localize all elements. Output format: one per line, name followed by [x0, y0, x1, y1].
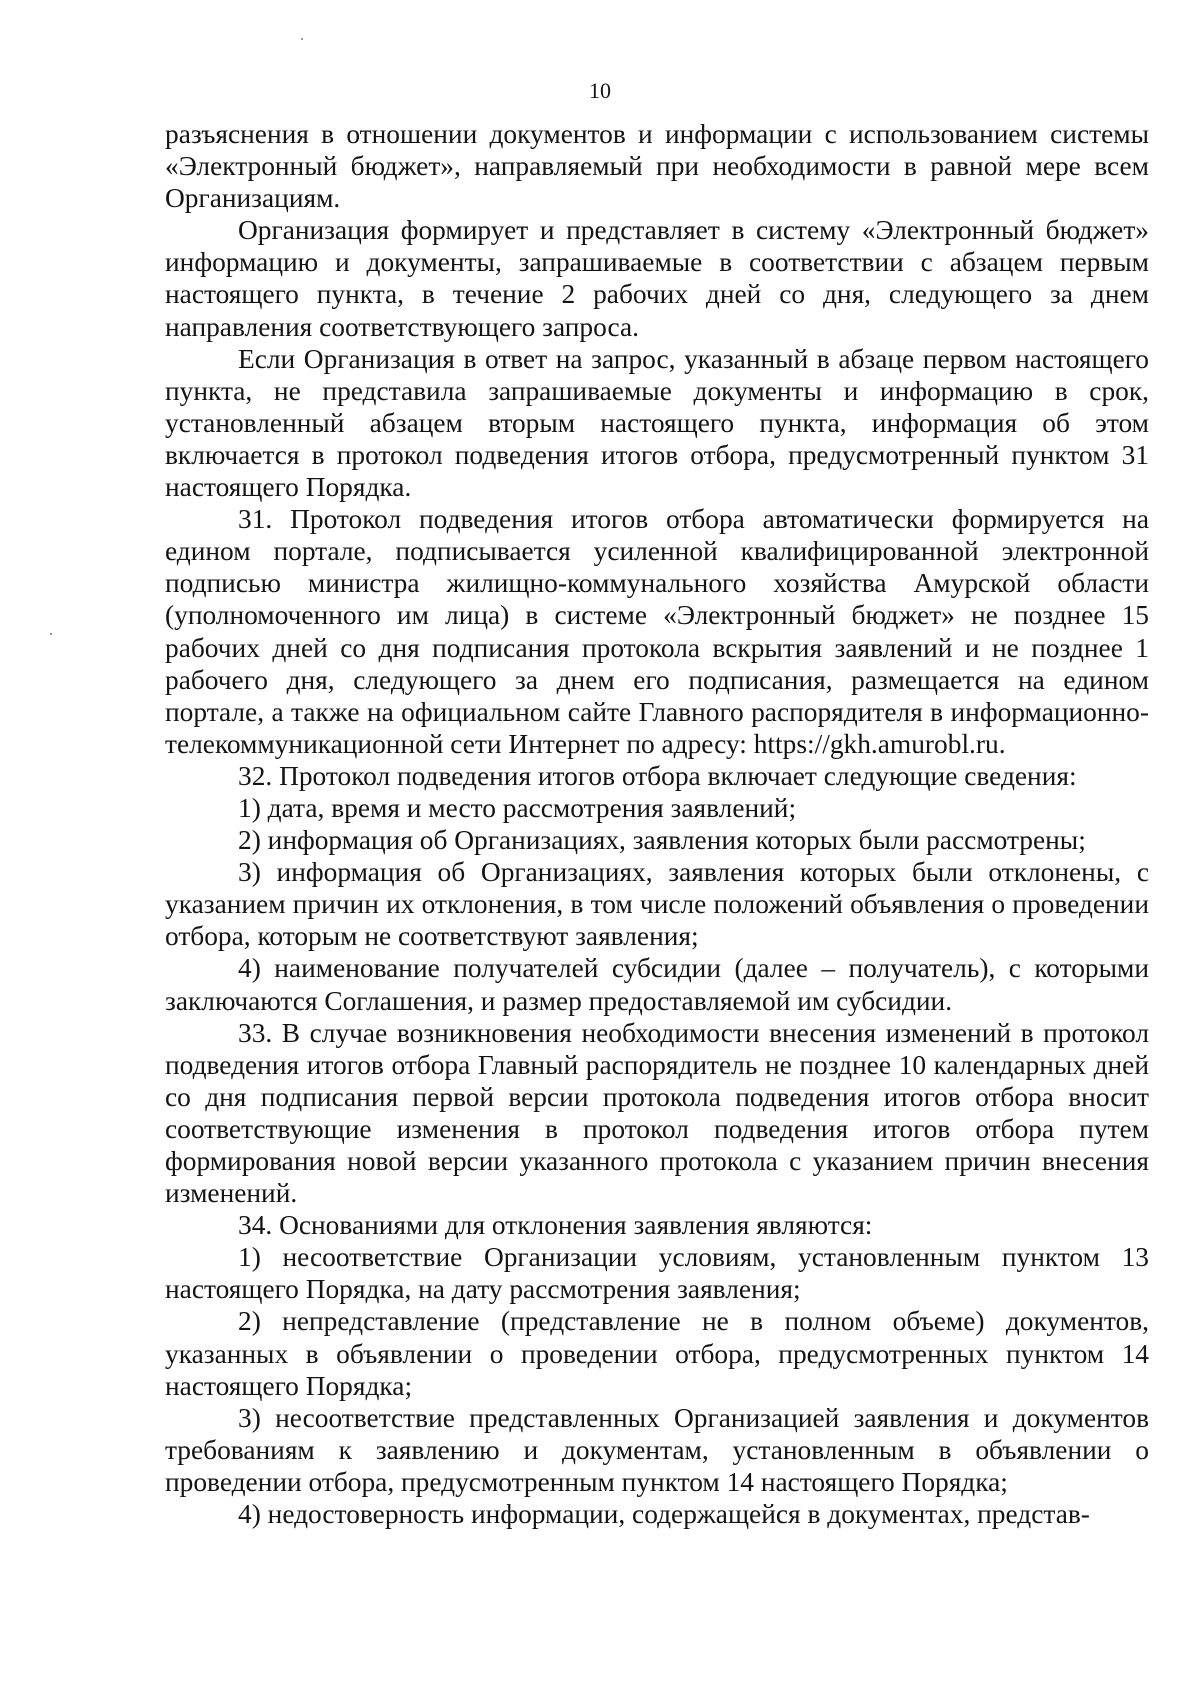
body-text: [165, 118, 1149, 1530]
page-number: 10: [589, 78, 611, 103]
paragraph-item-32: 32. Протокол подведения итогов отбора включает следующие сведения:: [238, 760, 1077, 791]
scan-artifact-dot: [301, 38, 303, 40]
scan-artifact-dot: [50, 633, 52, 635]
paragraph-item-34: 34. Основаниями для отклонения заявления являются:: [238, 1210, 873, 1241]
paragraph-item-31: 31. Протокол подведения итогов отбора автоматически формируется на едином портале, подписывается усиленной квалифицированной электронной подписью министра жилищно-коммунального хозяйства Амурской области (уполномоченного им лица) в системе «Электронный бюджет» не позднее 15 рабочих дней со дня подписания протокола вскрытия заявлений и не позднее 1 рабочего дня, следующего за днем его подписания, размещается на едином портале, а также на официальном сайте Главного распорядителя в информационно-телекоммуникационной сети Интернет по адресу: https://gkh.amurobl.ru.: [165, 504, 1149, 759]
list-item: 4) наименование получателей субсидии (далее – получатель), с которыми заключаются Соглашения, и размер предоставляемой им субсидии.: [165, 953, 1149, 1016]
paragraph-item-33: 33. В случае возникновения необходимости внесения изменений в протокол подведения итогов отбора Главный распорядитель не позднее 10 календарных дней со дня подписания первой версии протокола подведения итогов отбора вносит соответствующие изменения в протокол подведения итогов отбора путем формирования новой версии указанного протокола с указанием причин внесения изменений.: [165, 1017, 1149, 1209]
list-item: 3) несоответствие представленных Организацией заявления и документов требованиям к заявлению и документам, установленным в объявлении о проведении отбора, предусмотренным пунктом 14 настоящего Порядка;: [165, 1402, 1149, 1497]
list-item: 1) дата, время и место рассмотрения заявлений;: [238, 792, 797, 823]
list-item: 4) недостоверность информации, содержащейся в документах, представ-: [238, 1499, 1090, 1530]
list-item: 2) информация об Организациях, заявления которых были рассмотрены;: [238, 825, 1086, 856]
list-item: 2) непредставление (представление не в полном объеме) документов, указанных в объявлении о проведении отбора, предусмотренных пунктом 14 настоящего Порядка;: [165, 1306, 1149, 1401]
paragraph: Организация формирует и представляет в систему «Электронный бюджет» информацию и документы, запрашиваемые в соответствии с абзацем первым настоящего пункта, в течение 2 рабочих дней со дня, следующего за днем направления соответствующего запроса.: [165, 215, 1149, 342]
paragraph: разъяснения в отношении документов и информации с использованием системы «Электронный бюджет», направляемый при необходимости в равной мере всем Организациям.: [165, 119, 1149, 214]
list-item: 3) информация об Организациях, заявления которых были отклонены, с указанием причин их отклонения, в том числе положений объявления о проведении отбора, которым не соответствуют заявления;: [165, 857, 1149, 952]
list-item: 1) несоответствие Организации условиям, установленным пунктом 13 настоящего Порядка, на дату рассмотрения заявления;: [165, 1242, 1149, 1305]
paragraph: Если Организация в ответ на запрос, указанный в абзаце первом настоящего пункта, не представила запрашиваемые документы и информацию в срок, установленный абзацем вторым настоящего пункта, информация об этом включается в протокол подведения итогов отбора, предусмотренный пунктом 31 настоящего Порядка.: [165, 343, 1149, 503]
